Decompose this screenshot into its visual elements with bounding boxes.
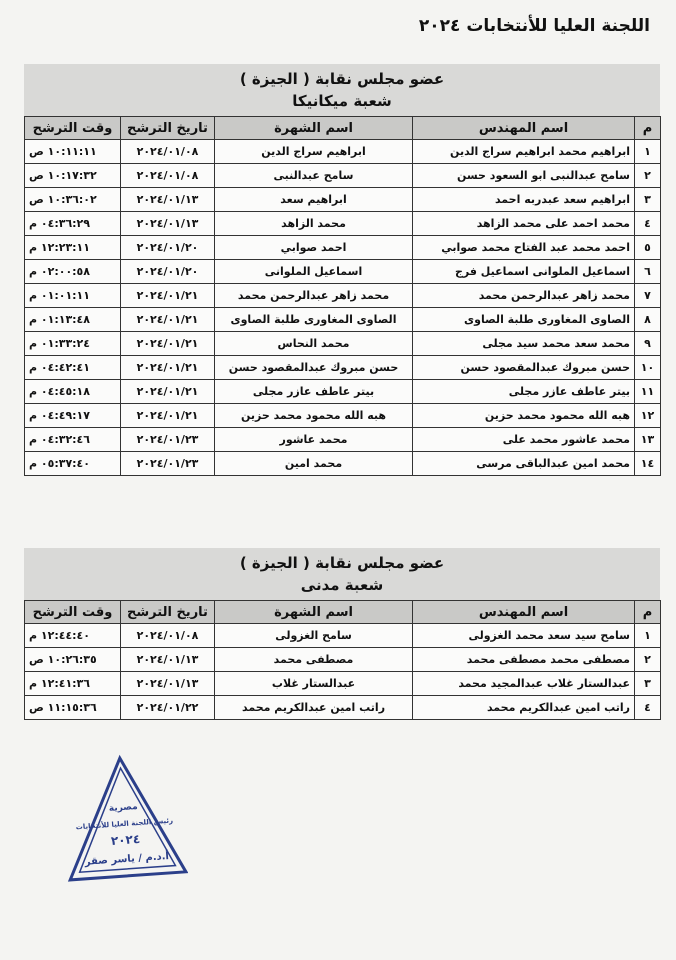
nomination-time: ١٢:٤١:٣٦ م (25, 672, 121, 696)
col-header-time: وقت الترشح (25, 601, 121, 624)
section-mechanical (24, 64, 660, 476)
col-header-engineer: اسم المهندس (413, 117, 635, 140)
row-number: ١٠ (635, 356, 661, 380)
section-civil (24, 548, 660, 720)
table-row (25, 648, 661, 672)
col-header-number: م (635, 601, 661, 624)
engineer-name: اسماعيل الملوانى اسماعيل فرج (413, 260, 635, 284)
nomination-date: ٢٠٢٤/٠١/٢١ (121, 380, 215, 404)
row-number: ٤ (635, 696, 661, 720)
engineer-name: مصطفى محمد مصطفى محمد (413, 648, 635, 672)
engineer-name: محمد سعد محمد سيد مجلى (413, 332, 635, 356)
col-header-engineer: اسم المهندس (413, 601, 635, 624)
nomination-date: ٢٠٢٤/٠١/٠٨ (121, 624, 215, 648)
stamp-signer: أ.د.م / ياسر صقر (84, 850, 170, 868)
nomination-time: ١٠:١١:١١ ص (25, 140, 121, 164)
nomination-time: ١٢:٤٤:٤٠ م (25, 624, 121, 648)
col-header-fame: اسم الشهرة (215, 117, 413, 140)
nomination-date: ٢٠٢٤/٠١/٢١ (121, 404, 215, 428)
nomination-date: ٢٠٢٤/٠١/٢٣ (121, 428, 215, 452)
engineer-name: محمد احمد على محمد الزاهد (413, 212, 635, 236)
nomination-date: ٢٠٢٤/٠١/٢٠ (121, 260, 215, 284)
nomination-time: ١١:١٥:٣٦ ص (25, 696, 121, 720)
table-row (25, 380, 661, 404)
nomination-time: ٠٥:٣٧:٤٠ م (25, 452, 121, 476)
nomination-time: ٠٢:٠٠:٥٨ م (25, 260, 121, 284)
nomination-date: ٢٠٢٤/٠١/٢٠ (121, 236, 215, 260)
col-header-date: تاريخ الترشح (121, 601, 215, 624)
nomination-time: ٠٤:٣٢:٤٦ م (25, 428, 121, 452)
table-header-row (25, 601, 661, 624)
fame-name: مصطفى محمد (215, 648, 413, 672)
table-row (25, 404, 661, 428)
stamp-org: مصرية (108, 802, 139, 815)
fame-name: ابراهيم سراج الدين (215, 140, 413, 164)
row-number: ١١ (635, 380, 661, 404)
nomination-time: ٠٤:٤٥:١٨ م (25, 380, 121, 404)
fame-name: محمد النحاس (215, 332, 413, 356)
row-number: ١ (635, 140, 661, 164)
fame-name: الصاوى المغاورى طلبة الصاوى (215, 308, 413, 332)
section-title: عضو مجلس نقابة ( الجيزة ) (239, 70, 445, 88)
table-header-row (25, 117, 661, 140)
nomination-time: ١٠:٢٦:٣٥ ص (25, 648, 121, 672)
table-row (25, 260, 661, 284)
row-number: ٢ (635, 648, 661, 672)
table-row (25, 696, 661, 720)
engineer-name: محمد عاشور محمد على (413, 428, 635, 452)
nomination-date: ٢٠٢٤/٠١/٠٨ (121, 164, 215, 188)
nomination-date: ٢٠٢٤/٠١/١٣ (121, 212, 215, 236)
row-number: ٤ (635, 212, 661, 236)
engineer-name: محمد امين عبدالباقى مرسى (413, 452, 635, 476)
table-row (25, 308, 661, 332)
nomination-date: ٢٠٢٤/٠١/١٣ (121, 188, 215, 212)
fame-name: محمد عاشور (215, 428, 413, 452)
page-title: اللجنة العليا للأنتخابات ٢٠٢٤ (418, 16, 650, 36)
nomination-date: ٢٠٢٤/٠١/٢١ (121, 308, 215, 332)
row-number: ١٣ (635, 428, 661, 452)
official-stamp (60, 752, 188, 882)
fame-name: راتب امين عبدالكريم محمد (215, 696, 413, 720)
fame-name: هبه الله محمود محمد حزين (215, 404, 413, 428)
col-header-number: م (635, 117, 661, 140)
engineer-name: هبه الله محمود محمد حزين (413, 404, 635, 428)
table-row (25, 236, 661, 260)
fame-name: عبدالستار غلاب (215, 672, 413, 696)
stamp-text: رئيس اللجنة العليا للأنتخابات (75, 816, 174, 832)
nomination-date: ٢٠٢٤/٠١/١٣ (121, 672, 215, 696)
fame-name: حسن مبروك عبدالمقصود حسن (215, 356, 413, 380)
engineer-name: محمد زاهر عبدالرحمن محمد (413, 284, 635, 308)
nomination-date: ٢٠٢٤/٠١/١٣ (121, 648, 215, 672)
engineer-name: سامح سيد سعد محمد الغزولى (413, 624, 635, 648)
row-number: ١٢ (635, 404, 661, 428)
stamp-year: ٢٠٢٤ (110, 831, 141, 848)
table-row (25, 624, 661, 648)
engineer-name: عبدالستار غلاب عبدالمجيد محمد (413, 672, 635, 696)
nomination-date: ٢٠٢٤/٠١/٢١ (121, 356, 215, 380)
engineer-name: ابراهيم سعد عبدربه احمد (413, 188, 635, 212)
nomination-time: ٠١:٠١:١١ م (25, 284, 121, 308)
table-row (25, 452, 661, 476)
fame-name: بيتر عاطف عازر مجلى (215, 380, 413, 404)
col-header-fame: اسم الشهرة (215, 601, 413, 624)
table-row (25, 188, 661, 212)
engineer-name: سامح عبدالنبى ابو السعود حسن (413, 164, 635, 188)
row-number: ٥ (635, 236, 661, 260)
engineer-name: احمد محمد عبد الفتاح محمد صوابي (413, 236, 635, 260)
fame-name: احمد صوابي (215, 236, 413, 260)
row-number: ٩ (635, 332, 661, 356)
section-subtitle: شعبة ميكانيكا (292, 92, 392, 110)
fame-name: محمد الزاهد (215, 212, 413, 236)
row-number: ٦ (635, 260, 661, 284)
fame-name: سامح عبدالنبى (215, 164, 413, 188)
row-number: ٨ (635, 308, 661, 332)
nomination-time: ١٠:١٧:٣٢ ص (25, 164, 121, 188)
fame-name: محمد زاهر عبدالرحمن محمد (215, 284, 413, 308)
fame-name: ابراهيم سعد (215, 188, 413, 212)
candidates-table (24, 600, 661, 720)
nomination-date: ٢٠٢٤/٠١/٢١ (121, 332, 215, 356)
row-number: ٣ (635, 188, 661, 212)
fame-name: سامح الغزولى (215, 624, 413, 648)
section-header (24, 548, 660, 600)
table-row (25, 428, 661, 452)
nomination-time: ١٢:٢٣:١١ م (25, 236, 121, 260)
col-header-time: وقت الترشح (25, 117, 121, 140)
engineer-name: الصاوى المغاورى طلبة الصاوى (413, 308, 635, 332)
table-row (25, 284, 661, 308)
section-header (24, 64, 660, 116)
nomination-time: ٠٤:٤٢:٤١ م (25, 356, 121, 380)
fame-name: اسماعيل الملوانى (215, 260, 413, 284)
row-number: ١٤ (635, 452, 661, 476)
table-row (25, 212, 661, 236)
col-header-date: تاريخ الترشح (121, 117, 215, 140)
row-number: ٢ (635, 164, 661, 188)
nomination-time: ٠٤:٤٩:١٧ م (25, 404, 121, 428)
section-subtitle: شعبة مدنى (300, 576, 384, 594)
stamp-triangle-icon (60, 752, 188, 882)
engineer-name: بيتر عاطف عازر مجلى (413, 380, 635, 404)
table-row (25, 140, 661, 164)
nomination-date: ٢٠٢٤/٠١/٢٢ (121, 696, 215, 720)
engineer-name: حسن مبروك عبدالمقصود حسن (413, 356, 635, 380)
nomination-time: ٠١:٣٣:٢٤ م (25, 332, 121, 356)
candidates-table (24, 116, 661, 476)
section-title: عضو مجلس نقابة ( الجيزة ) (239, 554, 445, 572)
table-row (25, 164, 661, 188)
nomination-time: ٠١:١٣:٤٨ م (25, 308, 121, 332)
nomination-time: ١٠:٣٦:٠٢ ص (25, 188, 121, 212)
nomination-date: ٢٠٢٤/٠١/٠٨ (121, 140, 215, 164)
row-number: ١ (635, 624, 661, 648)
table-row (25, 332, 661, 356)
engineer-name: ابراهيم محمد ابراهيم سراج الدين (413, 140, 635, 164)
table-row (25, 356, 661, 380)
fame-name: محمد امين (215, 452, 413, 476)
row-number: ٧ (635, 284, 661, 308)
table-row (25, 672, 661, 696)
engineer-name: راتب امين عبدالكريم محمد (413, 696, 635, 720)
nomination-date: ٢٠٢٤/٠١/٢٣ (121, 452, 215, 476)
nomination-time: ٠٤:٣٦:٢٩ م (25, 212, 121, 236)
row-number: ٣ (635, 672, 661, 696)
nomination-date: ٢٠٢٤/٠١/٢١ (121, 284, 215, 308)
